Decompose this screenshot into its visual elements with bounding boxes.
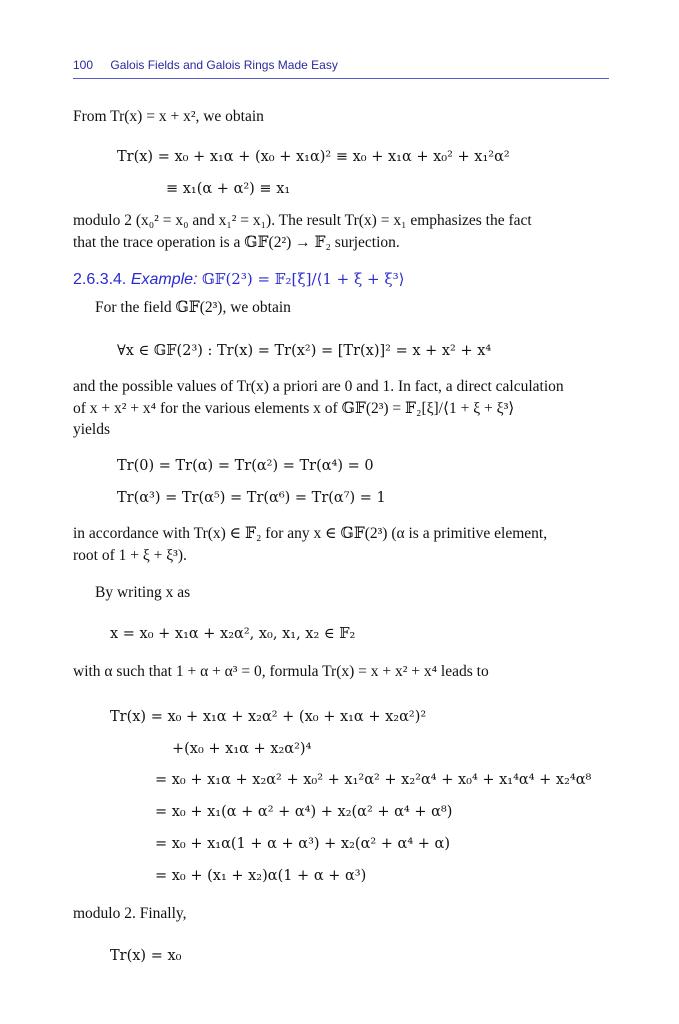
equation-trace-derivation-6: = x₀ + (x₁ + x₂)α(1 + α + α³) (155, 868, 367, 884)
equation-x-expansion: x = x₀ + x₁α + x₂α², x₀, x₁, x₂ ∈ 𝔽₂ (110, 626, 356, 642)
section-example-label: Example: (130, 271, 198, 288)
section-heading-math: 𝔾𝔽(2³) = 𝔽₂[ξ]/⟨1 + ξ + ξ³⟩ (201, 270, 405, 288)
equation-trace-gf4-line1: Tr(x) = x₀ + x₁α + (x₀ + x₁α)² ≡ x₀ + x₁α + x₀² + x₁²α² (117, 149, 510, 165)
paragraph-possible-values-line3: yields (73, 421, 111, 438)
equation-trace-values-one: Tr(α³) = Tr(α⁵) = Tr(α⁶) = Tr(α⁷) = 1 (117, 490, 386, 506)
equation-trace-derivation-5: = x₀ + x₁α(1 + α + α³) + x₂(α² + α⁴ + α) (155, 836, 450, 852)
paragraph-possible-values-line2: of x + x² + x⁴ for the various elements x of 𝔾𝔽(2³) = 𝔽₂[ξ]/⟨1 + ξ + ξ³⟩ (73, 400, 515, 417)
running-title: Galois Fields and Galois Rings Made Easy (110, 58, 338, 72)
equation-trace-derivation-4: = x₀ + x₁(α + α² + α⁴) + x₂(α² + α⁴ + α⁸) (155, 804, 453, 820)
section-number: 2.6.3.4. (73, 271, 127, 288)
paragraph-from-trace: From Tr(x) = x + x², we obtain (73, 108, 264, 125)
page-number: 100 (73, 58, 94, 72)
paragraph-for-the-field: For the field 𝔾𝔽(2³), we obtain (95, 299, 291, 316)
paragraph-possible-values-line1: and the possible values of Tr(x) a priori are 0 and 1. In fact, a direct calculation (73, 378, 564, 395)
equation-trace-derivation-3: = x₀ + x₁α + x₂α² + x₀² + x₁²α² + x₂²α⁴ + x₀⁴ + x₁⁴α⁴ + x₂⁴α⁸ (155, 772, 592, 788)
paragraph-accordance-line1: in accordance with Tr(x) ∈ 𝔽₂ for any x ∈ 𝔾𝔽(2³) (α is a primitive element, (73, 525, 548, 542)
equation-trace-values-zero: Tr(0) = Tr(α) = Tr(α²) = Tr(α⁴) = 0 (117, 458, 374, 474)
equation-trace-gf8: ∀x ∈ 𝔾𝔽(2³) : Tr(x) = Tr(x²) = [Tr(x)]² = x + x² + x⁴ (117, 343, 492, 359)
equation-trace-derivation-2: +(x₀ + x₁α + x₂α²)⁴ (172, 741, 312, 757)
paragraph-modulo-2-line2: that the trace operation is a 𝔾𝔽(2²) → 𝔽₂ surjection. (73, 234, 400, 251)
paragraph-modulo-finally: modulo 2. Finally, (73, 905, 187, 922)
paragraph-modulo-2-line1: modulo 2 (x₀² = x₀ and x₁² = x₁). The result Tr(x) = x₁ emphasizes the fact (73, 212, 532, 229)
equation-trace-gf4-line2: ≡ x₁(α + α²) ≡ x₁ (166, 181, 291, 197)
paragraph-with-alpha: with α such that 1 + α + α³ = 0, formula Tr(x) = x + x² + x⁴ leads to (73, 663, 489, 680)
equation-trace-final: Tr(x) = x₀ (110, 948, 182, 964)
paragraph-by-writing: By writing x as (95, 584, 191, 601)
section-heading (73, 270, 404, 289)
running-header (73, 58, 609, 79)
equation-trace-derivation-1: Tr(x) = x₀ + x₁α + x₂α² + (x₀ + x₁α + x₂α²)² (110, 709, 427, 725)
paragraph-accordance-line2: root of 1 + ξ + ξ³). (73, 547, 187, 564)
